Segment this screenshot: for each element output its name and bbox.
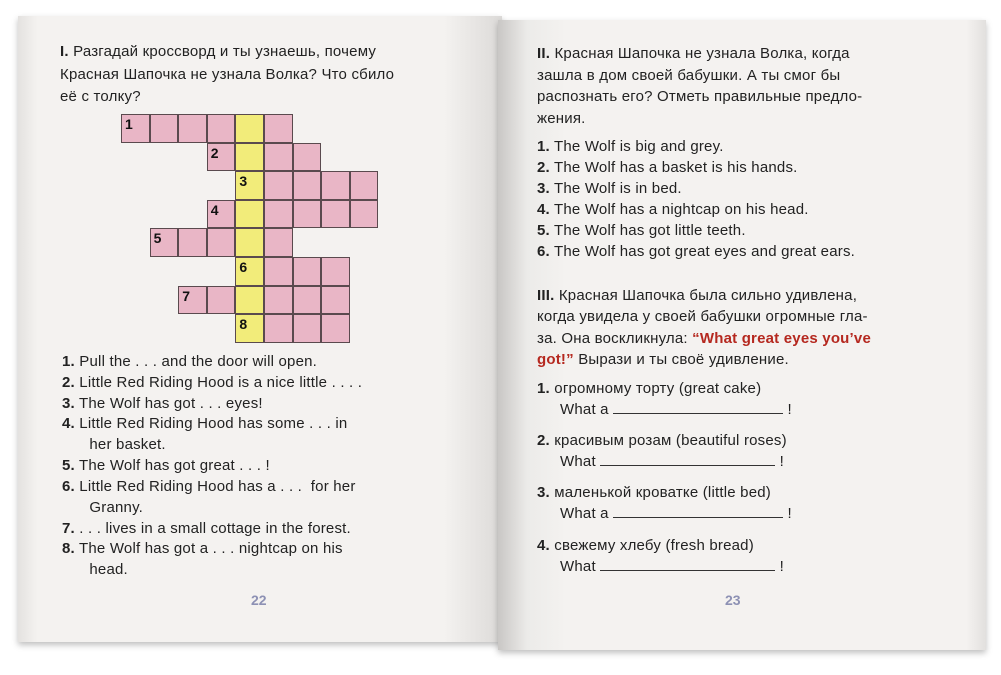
- answer-prompt: What a: [560, 401, 609, 418]
- crossword-cell: [264, 257, 293, 286]
- item-text: The Wolf has got . . . eyes!: [79, 395, 263, 412]
- item-number: 6.: [62, 478, 75, 495]
- exercise-item: [537, 380, 761, 398]
- item-number: 4.: [62, 415, 75, 432]
- item-number: 3.: [62, 395, 75, 412]
- list-item: [62, 540, 343, 558]
- item-number: 1.: [537, 138, 550, 155]
- crossword-cell: [207, 200, 236, 229]
- list-item: [537, 201, 809, 219]
- exclamation: !: [779, 558, 784, 575]
- crossword-cell-keyword: [235, 286, 264, 315]
- list-item: [537, 138, 724, 156]
- item-text: Little Red Riding Hood has a . . . for her: [79, 478, 356, 495]
- item-text: her basket.: [89, 436, 166, 453]
- crossword-cell: [350, 200, 379, 229]
- item-number: 2.: [537, 432, 550, 449]
- crossword-cell: [264, 171, 293, 200]
- task-3-line: [537, 351, 789, 369]
- exclamation: !: [787, 505, 792, 522]
- list-item: [62, 457, 270, 475]
- item-text: The Wolf is big and grey.: [554, 138, 724, 155]
- item-text: The Wolf has a nightcap on his head.: [554, 201, 809, 218]
- crossword-cell: [207, 143, 236, 172]
- crossword-cell-keyword: [235, 257, 264, 286]
- exercise-item: [537, 484, 771, 502]
- item-text: head.: [89, 561, 128, 578]
- item-number: 7.: [62, 520, 75, 537]
- task-2-line: жения.: [537, 110, 586, 127]
- item-text: Little Red Riding Hood has some . . . in: [79, 415, 348, 432]
- crossword-cell: [207, 228, 236, 257]
- item-text: The Wolf has got little teeth.: [554, 222, 746, 239]
- task-text: Разгадай кроссворд и ты узнаешь, почему: [73, 43, 377, 60]
- answer-line: [560, 505, 792, 523]
- clue-number: 8: [239, 316, 248, 333]
- task-text: Красная Шапочка не узнала Волка, когда: [554, 45, 850, 62]
- crossword-cell: [350, 171, 379, 200]
- crossword-cell: [321, 200, 350, 229]
- clue-number: 7: [182, 287, 190, 304]
- crossword-cell: [264, 286, 293, 315]
- crossword-cell-keyword: [235, 228, 264, 257]
- exercise-item: [537, 537, 754, 555]
- answer-blank[interactable]: [613, 402, 783, 414]
- item-text: Little Red Riding Hood is a nice little . . . .: [79, 374, 363, 391]
- list-item: [62, 520, 351, 538]
- answer-prompt: What: [560, 453, 596, 470]
- crossword-cell: [321, 286, 350, 315]
- item-text: красивым розам (beautiful roses): [554, 432, 787, 449]
- task-text: Вырази и ты своё удивление.: [573, 351, 789, 368]
- task-2-line: распознать его? Отметь правильные предло-: [537, 88, 863, 105]
- task-3-line: когда увидела у своей бабушки огромные гла-: [537, 308, 868, 325]
- crossword-cell: [264, 200, 293, 229]
- crossword-cell: [293, 171, 322, 200]
- item-text: The Wolf has a basket is his hands.: [554, 159, 798, 176]
- answer-blank[interactable]: [600, 454, 775, 466]
- page-number: 22: [251, 592, 267, 608]
- item-number: 6.: [537, 243, 550, 260]
- item-text: маленькой кроватке (little bed): [554, 484, 771, 501]
- item-text: Pull the . . . and the door will open.: [79, 353, 318, 370]
- item-number: 1.: [537, 380, 550, 397]
- clue-number: 1: [125, 116, 133, 132]
- crossword-cell: [150, 228, 179, 257]
- crossword-cell: [264, 143, 293, 172]
- item-number: 2.: [537, 159, 550, 176]
- list-item: [62, 478, 356, 496]
- item-text: свежему хлебу (fresh bread): [554, 537, 754, 554]
- list-item: [62, 353, 317, 371]
- item-number: 3.: [537, 180, 550, 197]
- crossword-cell: [264, 114, 293, 143]
- task-3-line: [537, 287, 857, 305]
- crossword-cell: [207, 114, 236, 143]
- item-text: . . . lives in a small cottage in the forest.: [79, 520, 351, 537]
- answer-blank[interactable]: [600, 559, 775, 571]
- item-number: 4.: [537, 201, 550, 218]
- item-number: 5.: [62, 457, 75, 474]
- crossword-cell-keyword: [235, 171, 264, 200]
- task-1-line: [60, 43, 376, 61]
- task-1-line: Красная Шапочка не узнала Волка? Что сбило: [60, 66, 395, 83]
- task-3-line: [537, 330, 871, 348]
- list-item: [85, 499, 143, 517]
- crossword-cell-keyword: [235, 200, 264, 229]
- crossword-cell: [264, 228, 293, 257]
- crossword-cell: [178, 228, 207, 257]
- task-2-line: [537, 45, 850, 63]
- item-number: 1.: [62, 353, 75, 370]
- exclamation: !: [779, 453, 784, 470]
- task-2-line: зашла в дом своей бабушки. А ты смог бы: [537, 67, 841, 84]
- answer-blank[interactable]: [613, 506, 783, 518]
- crossword-cell: [293, 143, 322, 172]
- item-number: 4.: [537, 537, 550, 554]
- clue-number: 3: [239, 173, 248, 190]
- item-text: The Wolf has got a . . . nightcap on his: [79, 540, 343, 557]
- item-text: Granny.: [89, 499, 144, 516]
- task-text: Красная Шапочка была сильно удивлена,: [558, 287, 858, 304]
- exclamation: !: [787, 401, 792, 418]
- clue-number: 5: [153, 230, 162, 247]
- quote-text: got!”: [537, 351, 574, 368]
- task-number: II.: [537, 45, 551, 62]
- crossword-cell: [121, 114, 150, 143]
- answer-line: [560, 453, 784, 471]
- answer-prompt: What a: [560, 505, 609, 522]
- list-item: [537, 159, 798, 177]
- crossword-cell: [178, 114, 207, 143]
- crossword-cell: [293, 286, 322, 315]
- item-text: The Wolf has got great eyes and great ears.: [554, 243, 856, 260]
- crossword-cell-keyword: [235, 143, 264, 172]
- list-item: [62, 395, 263, 413]
- crossword-cell: [293, 314, 322, 343]
- crossword-cell: [207, 286, 236, 315]
- crossword-cell: [321, 257, 350, 286]
- list-item: [537, 222, 746, 240]
- clue-number: 6: [239, 259, 248, 275]
- item-number: 5.: [537, 222, 550, 239]
- clue-number: 4: [210, 201, 219, 218]
- list-item: [85, 436, 166, 454]
- item-number: 3.: [537, 484, 550, 501]
- item-number: 2.: [62, 374, 75, 391]
- crossword-cell: [150, 114, 179, 143]
- crossword-cell: [178, 286, 207, 315]
- answer-line: [560, 401, 792, 419]
- task-number: I.: [60, 43, 69, 60]
- exercise-item: [537, 432, 787, 450]
- list-item: [537, 180, 682, 198]
- crossword-cell: [321, 314, 350, 343]
- crossword-cell: [293, 257, 322, 286]
- crossword-cell-keyword: [235, 114, 264, 143]
- item-text: The Wolf has got great . . . !: [79, 457, 270, 474]
- list-item: [537, 243, 855, 261]
- task-number: III.: [537, 287, 555, 304]
- crossword-cell-keyword: [235, 314, 264, 343]
- list-item: [62, 374, 362, 392]
- clue-number: 2: [210, 144, 219, 161]
- crossword-cell: [264, 314, 293, 343]
- list-item: [62, 415, 347, 433]
- item-text: огромному торту (great cake): [554, 380, 762, 397]
- quote-text: “What great eyes you’ve: [692, 330, 872, 347]
- list-item: [85, 561, 128, 579]
- crossword-cell: [321, 171, 350, 200]
- task-text: за. Она воскликнула:: [537, 330, 693, 347]
- item-number: 8.: [62, 540, 75, 557]
- item-text: The Wolf is in bed.: [554, 180, 682, 197]
- answer-line: [560, 558, 784, 576]
- page-number: 23: [725, 592, 741, 608]
- task-1-line: её с толку?: [60, 88, 141, 105]
- crossword-cell: [293, 200, 322, 229]
- answer-prompt: What: [560, 558, 596, 575]
